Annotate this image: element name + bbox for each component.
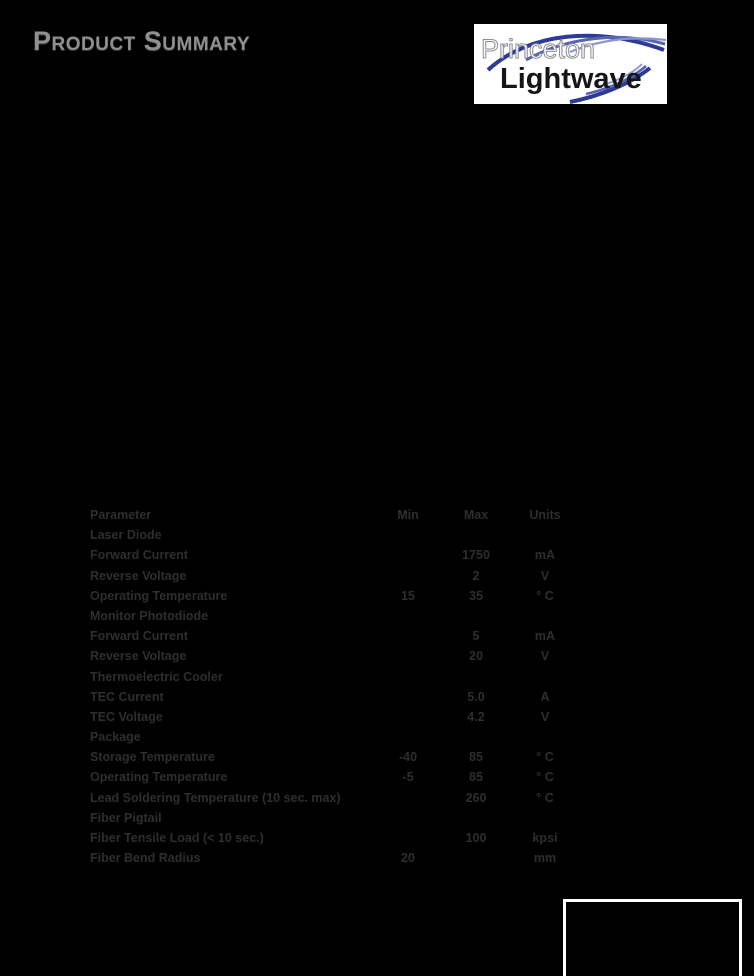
- table-body: [90, 525, 600, 868]
- row-parameter-label: Thermoelectric Cooler: [90, 669, 223, 684]
- row-units-value: V: [540, 709, 550, 724]
- row-units-value: ° C: [536, 790, 554, 805]
- row-units-value: mA: [534, 548, 556, 563]
- column-header-min: Min: [397, 508, 419, 522]
- row-parameter-label: Lead Soldering Temperature (10 sec. max): [90, 790, 341, 805]
- row-units-value: V: [540, 649, 550, 664]
- row-min-value: 15: [401, 588, 415, 603]
- table-row: [90, 808, 600, 828]
- table-row: [90, 626, 600, 646]
- bottom-right-frame-box: [563, 899, 742, 976]
- row-max-value: 100: [465, 831, 487, 845]
- table-row: [90, 545, 600, 565]
- row-units-value: V: [540, 568, 550, 583]
- row-parameter-label: TEC Current: [90, 689, 164, 704]
- row-parameter-label: Reverse Voltage: [90, 649, 187, 664]
- row-max-value: 260: [465, 790, 487, 805]
- table-row: [90, 586, 600, 606]
- row-parameter-label: TEC Voltage: [90, 709, 163, 724]
- row-parameter-label: Reverse Voltage: [90, 568, 187, 583]
- table-row: [90, 525, 600, 545]
- table-row: [90, 646, 600, 666]
- table-row: [90, 828, 600, 848]
- row-parameter-label: Operating Temperature: [90, 588, 228, 603]
- table-row: [90, 848, 600, 868]
- table-header-row: [90, 505, 600, 525]
- row-parameter-label: Storage Temperature: [90, 750, 215, 765]
- row-parameter-label: Operating Temperature: [90, 770, 228, 785]
- row-max-value: 4.2: [467, 709, 485, 724]
- table-row: [90, 788, 600, 808]
- row-parameter-label: Forward Current: [90, 629, 188, 644]
- princeton-lightwave-logo: [474, 24, 667, 104]
- page-title: Product Summary: [33, 26, 251, 56]
- row-parameter-label: Monitor Photodiode: [90, 608, 209, 623]
- row-max-value: 5: [472, 629, 480, 644]
- row-max-value: 85: [469, 750, 483, 765]
- table-row: [90, 566, 600, 586]
- row-units-value: mm: [533, 851, 557, 866]
- row-units-value: A: [540, 689, 550, 704]
- table-row: [90, 747, 600, 767]
- table-row: [90, 707, 600, 727]
- row-parameter-label: Laser Diode: [90, 528, 162, 543]
- logo-text-princeton: Princeton: [481, 34, 596, 64]
- table-row: [90, 667, 600, 687]
- column-header-parameter: Parameter: [90, 508, 152, 522]
- logo-swoosh-graphic: [474, 24, 667, 104]
- row-parameter-label: Forward Current: [90, 548, 188, 563]
- row-units-value: mA: [534, 629, 556, 644]
- row-units-value: ° C: [536, 588, 554, 603]
- absolute-maximum-ratings-table: [90, 505, 600, 868]
- row-max-value: 1750: [462, 548, 490, 563]
- row-min-value: 20: [401, 851, 415, 866]
- table-row: [90, 727, 600, 747]
- row-parameter-label: Package: [90, 730, 141, 745]
- row-min-value: -40: [398, 750, 418, 765]
- row-units-value: ° C: [536, 770, 554, 785]
- table-row: [90, 687, 600, 707]
- column-header-units: Units: [529, 508, 561, 522]
- row-max-value: 2: [472, 568, 480, 583]
- column-header-max: Max: [463, 508, 489, 522]
- logo-text-lightwave: Lightwave: [500, 63, 642, 95]
- row-units-value: kpsi: [532, 831, 558, 845]
- row-parameter-label: Fiber Pigtail: [90, 810, 162, 825]
- row-max-value: 20: [469, 649, 483, 664]
- table-row: [90, 606, 600, 626]
- row-parameter-label: Fiber Tensile Load (< 10 sec.): [90, 831, 264, 845]
- table-row: [90, 767, 600, 787]
- row-max-value: 5.0: [467, 689, 485, 704]
- row-units-value: ° C: [536, 750, 554, 765]
- row-max-value: 35: [469, 588, 483, 603]
- row-min-value: -5: [402, 770, 414, 785]
- row-max-value: 85: [469, 770, 483, 785]
- row-parameter-label: Fiber Bend Radius: [90, 851, 201, 866]
